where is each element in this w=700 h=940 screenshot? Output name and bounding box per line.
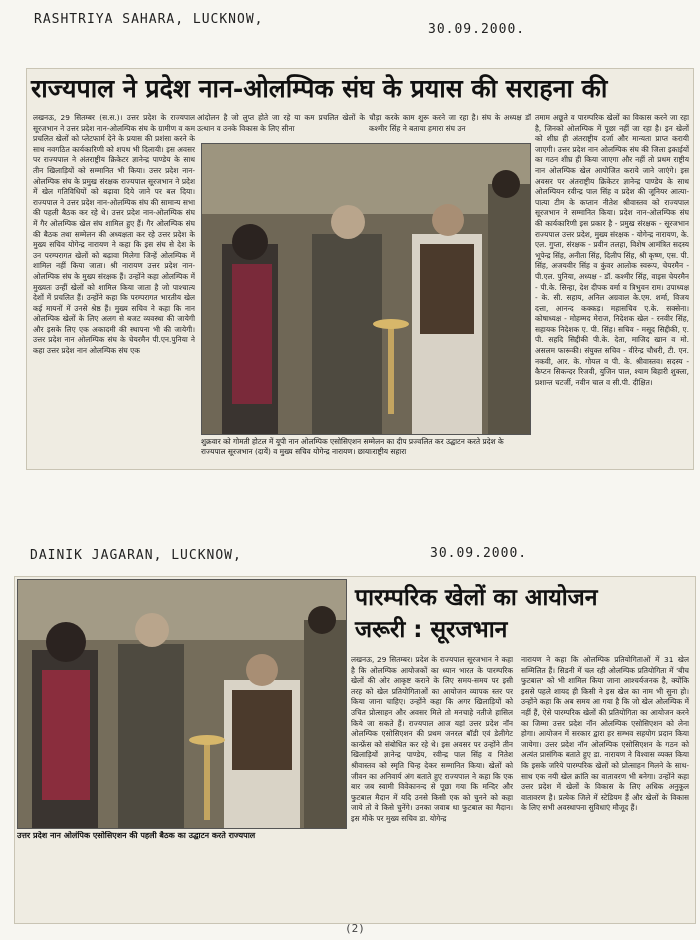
event-photo-1 [201,143,531,435]
headline-1: राज्यपाल ने प्रदेश नान-ओलम्पिक संघ के प्रयास की सराहना की [31,74,608,103]
article-1-column-4: तमाम अछूते व पारम्परिक खेलों का विकास करने जा रहा है, जिनको ओलम्पिक में पूछा नहीं जा रहा है। इन खेलों को शीघ्र ही अंतराष्ट्रीय दर्जा और मान्यता प्राप्त करायी जाएगी। उत्तर प्रदेश नान ओलम्पिक संघ की जिला इकाईयों का गठन शीघ्र ही किया जाएगा और नहीं तो प्रथम राष्ट्रीय नान ओलम्पिक खेल आयोजित कराये जाने जाएंगे। इस अवसर पर अंतराष्ट्रीय क्रिकेटर ज्ञानेन्द्र पाण्डेय के साथ ओलम्पियन रवीन्द्र पाल सिंह व प्रदेश की जूनियर आत्या-पात्या टीम के कप्तान नीतेश श्रीवास्तव को राज्यपाल सूरजभान ने सम्मानित किया। प्रदेश नान-ओलम्पिक संघ की कार्यकारिणी इस प्रकार है - प्रमुख संरक्षक - सूरजभान राज्यपाल उत्तर प्रदेश, मुख्य संरक्षक - योगेन्द्र नारायण, के. एल. गुप्ता, संरक्षक - प्रवीन तलहा, विशेष आमंत्रित सदस्य भूपेन्द्र सिंह, अनीता सिंह, दिलीप सिंह, श्री कृष्ण, एस. पी. सिंह, अजयवीर सिंह व कुंवर आलोक स्वरूप, चेयरमैन - पी.एल. पुनिया, अध्यक्ष - डॉ. कश्मीर सिंह, वाइस चेयरमैन - पी.के. सिन्हा, देश दीपक वर्मा व त्रिभुवन राम। उपाध्यक्ष - के. सी. सहाय, अनिल अग्रवाल के.एम. शर्मा, विजय दत्ता, आनन्द कक्कड़। महासचिव ए.के. सक्सेना। कोषाध्यक्ष - मोहम्मद मेराज, निदेशक खेल - रनवीर सिंह, सहायक निदेशक ए. पी. सिंह। सचिव - मसूद सिद्दीकी, ए. पी. सहदि सिद्दीकी पी.के. देता, माजिद खान व मो. असलम फारूकी। संयुक्त सचिव - वीरेन्द्र चौधरी, टी. एन. नकवी, आर. के. गोयल व पी. के. श्रीवास्तव। सदस्य - कैप्टन सिकन्दर रिजवी, युजिन पाल, श्याम बिहारी शुक्ला, प्रशान्त चटर्जी, नवीन चाल व सी.पी. दीक्षित। [535,113,689,387]
article-2-column-1: लखनऊ, 29 सितम्बर। प्रदेश के राज्यपाल सूरजभान ने कहा है कि ओलम्पिक आयोजकों का ध्यान भारत के पारम्परिक खेलों की ओर आकृष्ट कराने के लिए समय-समय पर इसी तरह को खेल प्रतियोगिताओं का आयोजन व्यापक स्तर पर किया जाना चाहिए। उन्होंने कहा कि अगर खिलाड़ियों को उचित प्रोत्साहन और अवसर मिले तो मनचाहे नतीजे हासिल किये जा सकते हैं। राज्यपाल आज यहां उत्तर प्रदेश नॉन ओलम्पिक एसोसिएशन की प्रथम जनरल बॉडी एवं डेलीगेट कान्फ्रेंस को संबोधित कर रहे थे। इस अवसर पर उन्होंने तीन खिलाड़ियों ज्ञानेन्द्र पाण्डेय, रवीन्द्र पाल सिंह व नितेश श्रीवास्तव को स्मृति चिन्ह देकर सम्मानित किया। खेलों को जीवन का अनिवार्य अंग बताते हुए राज्यपाल ने कहा कि एक बार जब स्वामी विवेकानन्द से पूछा गया कि मन्दिर और फुटबाल मैदान में यदि उनसे किसी एक को चुनने को कहा जाये तो वे किसे चुनेंगे। उनका जवाब था फुटबाल का मैदान। इस मौके पर मुख्य सचिव डा. योगेन्द्र [351,655,513,823]
article-1-column-2-top: आंदोलन है जो लुप्त होते जा रहे या कम प्रचलित खेलों के उत्थान व उनके विकास के लिए सीना [197,113,365,133]
clipping-dainik-jagaran [14,576,696,924]
article-1-column-1: लखनऊ, 29 सितम्बर (स.स.)। उत्तर प्रदेश के राज्यपाल सूरजभान ने उत्तर प्रदेश नान-ओलम्पिक संघ के ग्रामीण व कम प्रचलित खेलों को प्लेटफार्म देने के प्रयास की प्रशंसा करने के साथ नवगठित कार्यकारिणी को शपथ भी दिलायी। इस अवसर पर राज्यपाल ने अंतराष्ट्रीय क्रिकेटर ज्ञानेन्द्र पाण्डेय के साथ तीन खिलाड़ियों को सम्मानित भी किया। उत्तर प्रदेश नान-ओलम्पिक संघ के प्रमुख संरक्षक राज्यपाल सूरजभान ने प्रदेश में खेल गतिविधियों को बढ़ावा दिये जाने पर बल दिया। राज्यपाल ने उत्तर प्रदेश नान-ओलम्पिक संघ की सामान्य सभा की पहली बैठक कर रहे थे। उत्तर प्रदेश नान-ओलम्पिक संघ में गैर ओलम्पिक खेल संघ शामिल हुए हैं। गैर ओलम्पिक संघ की बैठक तथा सम्मेलन की अध्यक्षता कर रहे उत्तर प्रदेश के मुख्य सचिव योगेन्द्र नारायण ने कहा कि इस संघ से देश के उन परम्परागत खेलों को बढ़ावा मिलेगा जिन्हें ओलम्पिक में शामिल नहीं किया जाता। श्री नारायण उत्तर प्रदेश नान-ओलम्पिक संघ के मुख्य संरक्षक हैं। उन्होंने कहा ओलम्पिक में मुख्यतः उन्हीं खेलों को शामिल किया जाता है जो पाश्चात्य देशों में प्रचलित हैं। उन्होंने कहा कि परम्परागत भारतीय खेल कई मायनों में उनसे श्रेष्ठ हैं। मुख्य सचिव ने कहा कि नान ओलम्पिक खेलों के लिए अलग से बजट व्यवस्था की जायेगी और इसके लिए एक अकादमी की स्थापना भी की जायेगी। उत्तर प्रदेश नान ओलम्पिक संघ के चेयरमैन पी.एन.पुनिया ने कहा उत्तर प्रदेश नान ओलम्पिक संघ एक [33,113,195,356]
headline-2-line-1: पारम्परिक खेलों का आयोजन [355,585,598,611]
date-note-1: 30.09.2000. [428,22,526,37]
article-1-column-3-top: चौड़ा करके काम शुरू करने जा रहा है। संघ के अध्यक्ष डॉ कश्मीर सिंह ने बताया हमारा संघ उन [369,113,531,133]
headline-2-line-2: जरूरी : सूरजभान [355,617,508,643]
source-note-2: DAINIK JAGARAN, LUCKNOW, [30,548,242,563]
photo-caption-2: उत्तर प्रदेश नान ओलंपिक एसोसिएशन की पहली बैठक का उद्घाटन करते राज्यपाल [17,831,256,840]
clipping-rashtriya-sahara [26,68,694,470]
lamp-lighting-photo [202,144,530,434]
source-note-1: RASHTRIYA SAHARA, LUCKNOW, [34,12,264,27]
event-photo-2 [17,579,347,829]
lamp-lighting-photo-2 [18,580,346,828]
photo-caption-1: शुक्रवार को गोमती होटल में यूपी नान ओलम्पिक एसोसिएशन सम्मेलन का दीप प्रज्वलित कर उद्घाटन करते प्रदेश के राज्यपाल सूरजभान (दायें) व मुख्य सचिव योगेन्द्र नारायण। छायाःराष्ट्रीय सहारा [201,437,504,456]
article-2-column-2: नारायण ने कहा कि ओलम्पिक प्रतियोगिताओं में 31 खेल सम्मिलित हैं। सिडनी में चल रही ओलम्पिक प्रतियोगिता में 'बीच फुटबाल' को भी शामिल किया जाना आश्चर्यजनक है, क्योंकि इससे पहले शायद ही किसी ने इस खेल का नाम भी सुना हो। उन्होंने कहा कि अब समय आ गया है कि जो खेल ओलम्पिक में नहीं हैं, ऐसे पारम्परिक खेलों की प्रतियोगिता का आयोजन करने का जिम्मा उत्तर प्रदेश नॉन ओलम्पिक एसोसिएशन को लेना होगा। आयोजन में सरकार द्वारा हर सम्भव सहयोग प्रदान किया जायेगा। उत्तर प्रदेश नॉन ओलम्पिक एसोसिएशन के गठन को अत्यंत प्रासंगिक बताते हुए डा. नारायण ने विश्वास व्यक्त किया कि इसके जरिये पारम्परिक खेलों को प्रोत्साहन मिलने के साथ-साथ एक नयी खेल क्रांति का वातावरण भी बनेगा। उन्होंने कहा उत्तर प्रदेश में खेलों के विकास के लिए अधिक अनुकूल वातावरण है। प्रत्येक जिले में स्टेडियम हैं और खेलों के विकास के लिए सभी अवस्थापना सुविधाएं मौजूद हैं। [521,655,689,813]
date-note-2: 30.09.2000. [430,546,528,561]
page-number: (2) [345,922,365,935]
